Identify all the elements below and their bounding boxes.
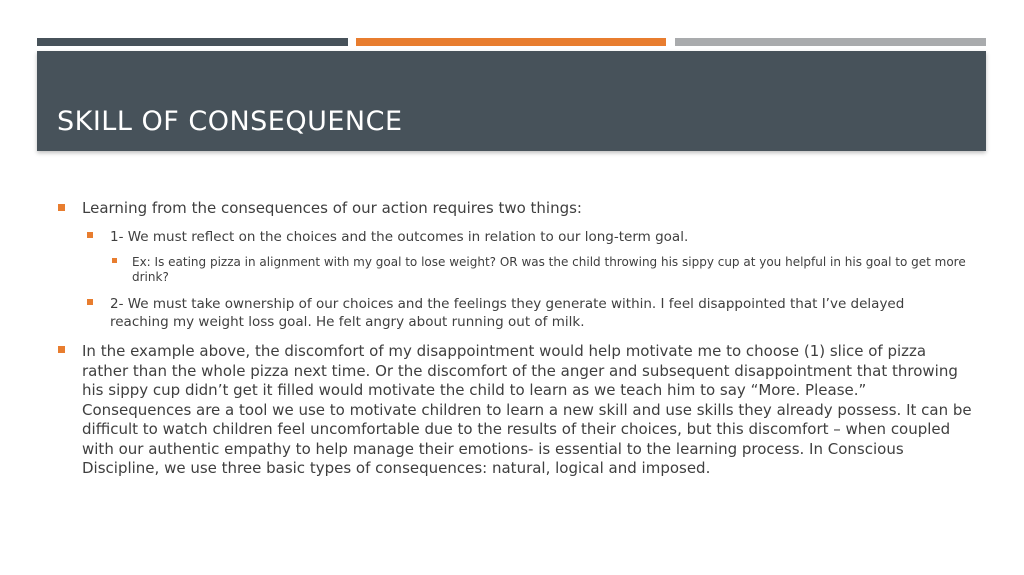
bullet-marker [58, 346, 65, 353]
bullet-text: 1- We must reflect on the choices and the outcomes in relation to our long-term goal. [110, 229, 689, 245]
bullet-text: Learning from the consequences of our action requires two things: [82, 199, 582, 217]
bullet-text: In the example above, the discomfort of my disappointment would help motivate me to choose (1) slice of pizza rather than the whole pizza next time. Or the discomfort of the anger and subsequent disappointment that throwing his sippy cup didn’t get it filled would motivate the child to learn as we teach him to say “More. Please.” Consequences are a tool we use to motivate children to learn a new skill and use skills they already possess. It can be difficult to watch children feel uncomfortable due to the results of their choices, but this discomfort – when coupled with our authentic empathy to help manage their emotions- is essential to the learning process. In Conscious Discipline, we use three basic types of consequences: natural, logical and imposed. [82, 342, 972, 477]
slide-title: SKILL OF CONSEQUENCE [57, 106, 403, 137]
bullet-marker [87, 299, 93, 305]
bullet-marker [58, 204, 65, 211]
bullet-text: Ex: Is eating pizza in alignment with my goal to lose weight? OR was the child throwing his sippy cup at you helpful in his goal to get more drink? [132, 255, 966, 284]
bullet-text: 2- We must take ownership of our choices and the feelings they generate within. I feel disappointed that I’ve delayed reaching my weight loss goal. He felt angry about running out of milk. [110, 296, 905, 330]
bullet-marker [87, 232, 93, 238]
bullet-marker [112, 258, 117, 263]
